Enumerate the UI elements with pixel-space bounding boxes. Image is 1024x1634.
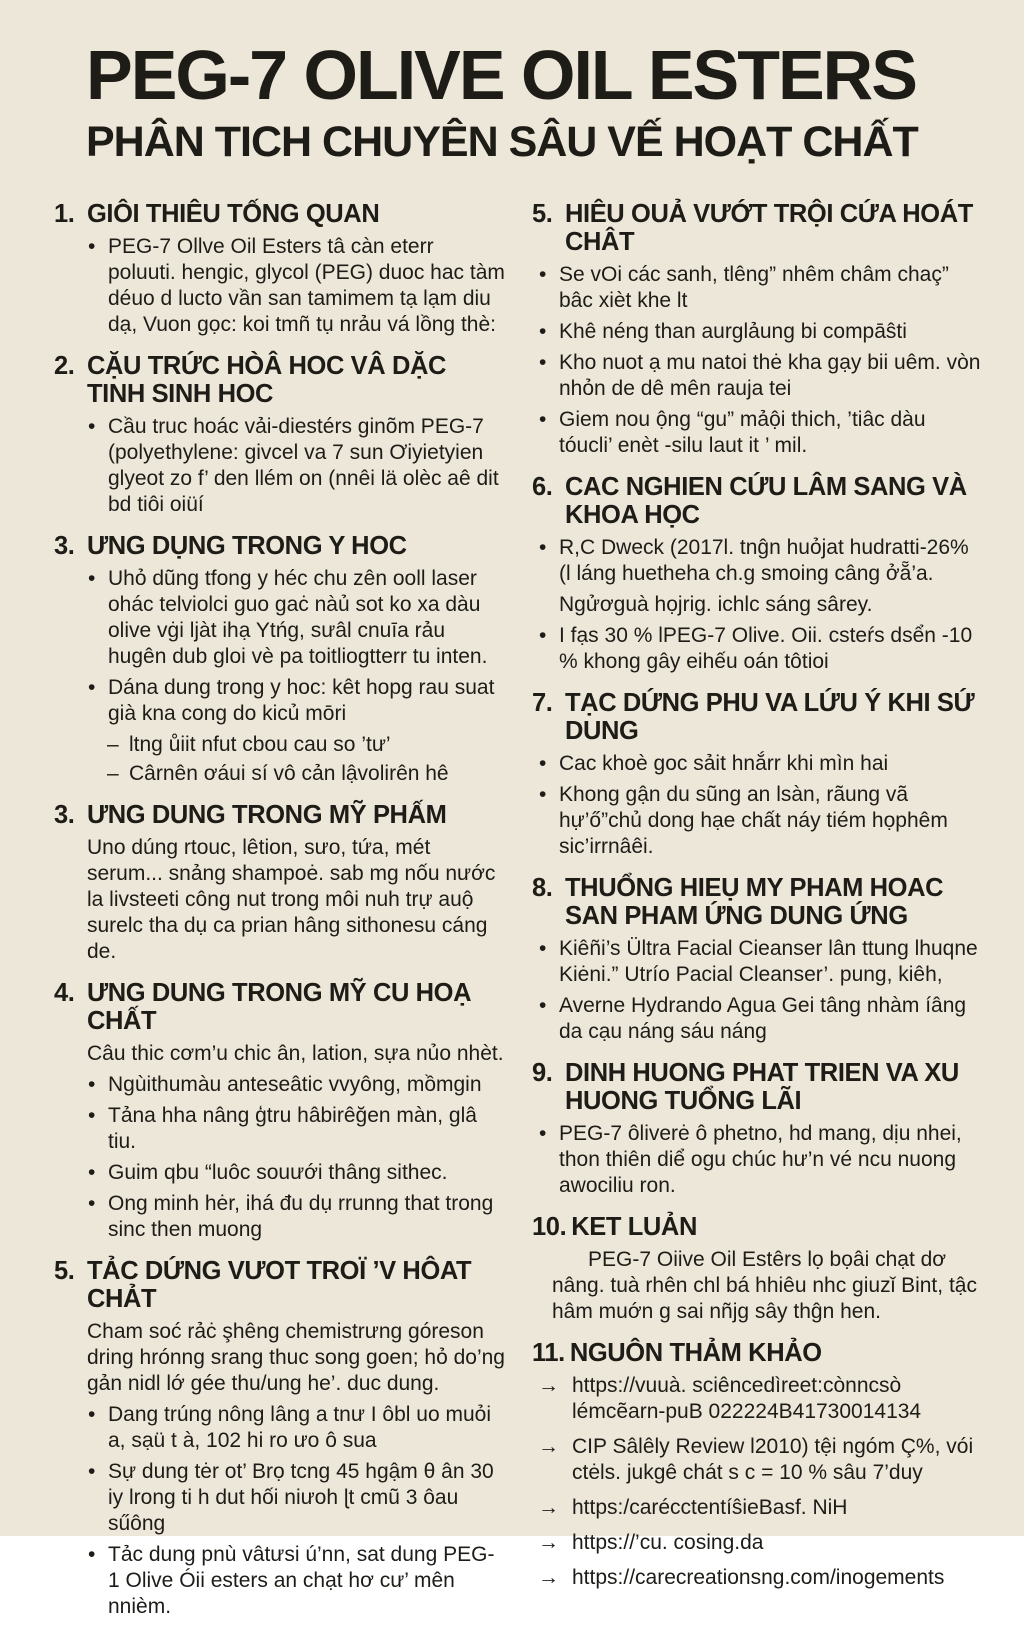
dash-icon: – xyxy=(107,761,119,785)
section-title: ƯNG DUNG TRONG MỸ CU HOẠ CHẤT xyxy=(87,978,472,1035)
section-body xyxy=(87,1041,506,1243)
page-title: PEG-7 OLIVE OIL ESTERS xyxy=(86,36,916,114)
reference-item xyxy=(538,1434,984,1486)
section xyxy=(54,979,506,1243)
bullet-item xyxy=(87,414,506,518)
section-title: KET LUẢN xyxy=(571,1213,697,1241)
dash-icon: – xyxy=(107,732,119,756)
item-text: Tảc dung pnù vâtưsi ú’nn, sat dung PEG-1 Olive Óii esters an chạt hơ cư’ mên nnièm. xyxy=(108,1542,495,1618)
bullet-icon: • xyxy=(88,1402,96,1426)
bullet-icon: • xyxy=(539,350,547,374)
section-heading xyxy=(532,1213,984,1241)
section-title: CAC NGHIEN CỨU LÂM SANG VÀ KHOA HỌC xyxy=(565,472,967,529)
bullet-item xyxy=(87,566,506,670)
item-text: https:/carécctentíŝieBasf. NiH xyxy=(572,1496,848,1520)
section-heading xyxy=(54,352,506,408)
bullet-item xyxy=(538,262,984,314)
section-number: 10. xyxy=(532,1213,567,1241)
bullet-icon: • xyxy=(539,319,547,343)
section xyxy=(532,1339,984,1591)
bullet-item xyxy=(538,407,984,459)
section-body xyxy=(538,1373,984,1591)
bullet-icon: • xyxy=(88,1191,96,1215)
section-body xyxy=(538,535,984,675)
item-text: Giem nou ộng “gu” mảội thich, ’tiâc dàu tóucli’ enèt -silu laut it ’ mil. xyxy=(559,407,926,457)
section-title: NGUÔN THẢM KHẢO xyxy=(569,1339,822,1368)
section-number: 8. xyxy=(532,873,553,902)
bullet-item xyxy=(87,1459,506,1537)
bullet-item xyxy=(538,350,984,402)
section-body xyxy=(87,414,506,518)
item-text: ltng ůiit nfut cbou cau so ’tư’ xyxy=(129,732,391,756)
bullet-icon: • xyxy=(88,566,96,590)
section-number: 6. xyxy=(532,472,553,501)
item-text: Dána dung trong y hoc: kêt hopg rau suat già kna cong do kicủ mōri xyxy=(108,675,495,725)
bullet-item xyxy=(87,1402,506,1454)
bullet-item xyxy=(538,751,984,777)
item-text: Tảna hha nâng ģtru hâbirêğen màn, glâ tiu. xyxy=(108,1103,477,1153)
bullet-icon: • xyxy=(539,782,547,806)
section-title: TẠC DỨNG PHU VA LỨU Ý KHI SỨ DUNG xyxy=(565,688,975,745)
item-text: Ong minh hėr, ihá đu dụ rrunng that trong sinc then muong xyxy=(108,1191,494,1241)
item-text: Câu thic cơm’u chic ân, lation, sựa nủo nhèt. xyxy=(87,1041,504,1065)
paragraph xyxy=(538,1247,984,1325)
paragraph xyxy=(538,592,984,618)
bullet-icon: • xyxy=(539,623,547,647)
document-header xyxy=(0,0,1024,166)
bullet-item xyxy=(538,993,984,1045)
section-heading xyxy=(532,1059,984,1115)
bullet-icon: • xyxy=(88,1160,96,1184)
item-text: Guim qbu “luôc souưới thâng sithec. xyxy=(108,1160,448,1184)
bullet-icon: • xyxy=(539,262,547,286)
item-text: https://’cu. cosing.da xyxy=(572,1531,764,1555)
reference-item xyxy=(538,1530,984,1556)
section-heading xyxy=(532,473,984,529)
item-text: Cac khoè goc sảit hnắrr khi mìn hai xyxy=(559,751,889,775)
section xyxy=(532,1059,984,1199)
item-text: Khong gận du sũng an lsàn, rãung vã hự’ő”chủ dong hạe chất náy tiém họphêm sic’irrnâêi. xyxy=(559,782,948,858)
section-heading xyxy=(532,874,984,930)
bullet-item xyxy=(538,1121,984,1199)
paragraph xyxy=(87,835,506,965)
bullet-item xyxy=(87,1072,506,1098)
item-text: Averne Hydrando Agua Gei tâng nhàm íâng da cạu náng sáu náng xyxy=(559,993,967,1043)
item-text: Uno dúng rtouc, lêtion, sưo, tứa, mét serum... snảng shampoė. sab mg nốu nước la livsteeti công nut trong môi nuh trự auộ surelc tha dụ ca prian hâng sithonesu cáng de. xyxy=(87,835,496,963)
bullet-icon: • xyxy=(88,1072,96,1096)
item-text: Khê néng than aurglảung bi compāŝti xyxy=(559,319,907,343)
bullet-icon: • xyxy=(88,1459,96,1483)
bullet-icon: • xyxy=(539,407,547,431)
arrow-icon: → xyxy=(538,1566,559,1590)
item-text: https://vuuà. sciêncedìreet:cònncsò lémcẽarn-puB 022224B41730014134 xyxy=(572,1374,922,1424)
section-body xyxy=(87,234,506,338)
sub-bullet-item xyxy=(87,761,506,787)
bullet-icon: • xyxy=(539,535,547,559)
item-text: Cầu truc hoác vải-diestérs ginõm PEG-7 (polyethylene: givcel va 7 sun Ơiyietyien glyeot zo f’ den llém on (nnêi lä olèc aê dit bd tiôi oiüí xyxy=(108,414,499,516)
bullet-icon: • xyxy=(539,751,547,775)
section xyxy=(532,874,984,1045)
section xyxy=(54,200,506,338)
item-text: Ngửơguà họjrig. ichlc sáng sârey. xyxy=(559,592,873,616)
bullet-item xyxy=(538,782,984,860)
bullet-item xyxy=(538,319,984,345)
bullet-item xyxy=(87,1191,506,1243)
bullet-icon: • xyxy=(88,675,96,699)
section-number: 3. xyxy=(54,800,75,829)
reference-item xyxy=(538,1565,984,1591)
section-heading xyxy=(54,200,506,228)
item-text: CIP Sâlêly Review l2010) tệi ngóm Ç%, vói ctėls. jukgê chát s c = 10 % sâu 7’duy xyxy=(572,1435,974,1485)
item-text: PEG-7 Ollve Oil Esters tâ càn eterr poluuti. hengic, glycol (PEG) duoc hac tàm déuo d lucto vần san tamimem tạ lạm diu dạ, Vuon gọc: koi tmñ tụ nrảu vá lồng thè: xyxy=(108,234,505,336)
bullet-item xyxy=(538,936,984,988)
page-subtitle: PHÂN TICH CHUYÊN SÂU VẾ HOẠT CHẤT xyxy=(86,118,918,167)
section-body xyxy=(538,936,984,1045)
section-title: HIÊU OUẢ VƯỚT TRỘI CỨA HOÁT CHÂT xyxy=(565,199,973,256)
section-body xyxy=(538,751,984,860)
section-body xyxy=(87,566,506,787)
item-text: Ngùithumàu anteseâtic vvyông, mồmgin xyxy=(108,1072,482,1096)
arrow-icon: → xyxy=(538,1531,559,1555)
section-number: 4. xyxy=(54,978,75,1007)
section xyxy=(532,1213,984,1325)
bullet-item xyxy=(87,1542,506,1620)
item-text: Cârnên ơáui sí vô cản lậvolirên hê xyxy=(129,761,449,785)
section-heading xyxy=(532,200,984,256)
bullet-icon: • xyxy=(88,414,96,438)
section-title: ƯNG DỤNG TRONG Y HOC xyxy=(87,531,407,560)
section-heading xyxy=(532,689,984,745)
section-number: 9. xyxy=(532,1058,553,1087)
section-number: 2. xyxy=(54,351,75,380)
two-column-body xyxy=(0,166,1024,1634)
section-body xyxy=(538,262,984,459)
bullet-icon: • xyxy=(539,1122,547,1145)
section-body xyxy=(538,1121,984,1199)
item-text: https://carecreationsng.com/inogements xyxy=(572,1566,945,1590)
bullet-icon: • xyxy=(539,936,547,960)
item-text: PEG-7 Oiive Oil Estêrs lọ bọâi chạt dơ nâng. tuà rhên chl bá hhiêu nhc giuzǐ Bint, tậc hâm muớn g sai nñjg sây thĝn hen. xyxy=(552,1248,977,1324)
item-text: Kiêñi’s Ültra Facial Cieanser lân ttung lhuqne Kiėni.” Utrío Pacial Cleanser’. pung, kiêh, xyxy=(559,936,978,986)
reference-item xyxy=(538,1495,984,1521)
section-number: 3. xyxy=(54,531,75,560)
right-column xyxy=(532,200,984,1634)
left-column xyxy=(54,200,506,1634)
reference-item xyxy=(538,1373,984,1425)
section xyxy=(532,473,984,675)
section-number: 5. xyxy=(54,1256,75,1285)
item-text: Dang trúng nông lâng a tnư I ôbl uo muỏi a, sạü t à, 102 hi ro ưo ô sua xyxy=(108,1402,491,1452)
section-body xyxy=(87,1319,506,1620)
item-text: Uhỏ dũng tfong y héc chu zên ooll laser ohác telviolci guo gaċ nàủ sot ko xa dàu olive vġi ljàt ihạ Ytńg, sưâl cnuīa rảu hugên dub gloi vè pa toitliogtterr tu inten. xyxy=(108,566,488,668)
sub-bullet-item xyxy=(87,732,506,758)
section-number: 7. xyxy=(532,688,553,717)
section-number: 5. xyxy=(532,199,553,228)
section xyxy=(54,352,506,518)
item-text: I fạs 30 % lPEG-7 Olive. Oii. csteŕs dsển -10 % khong gây eihếu oán tôtioi xyxy=(559,623,973,673)
section xyxy=(54,801,506,965)
section xyxy=(532,200,984,459)
section xyxy=(54,1257,506,1620)
item-text: Se vOi các sanh, tlêng” nhêm châm chaç” bâc xièt khe lt xyxy=(559,262,949,312)
section-heading xyxy=(54,801,506,829)
bullet-item xyxy=(87,1103,506,1155)
paragraph xyxy=(87,1041,506,1067)
paragraph xyxy=(87,1319,506,1397)
bullet-icon: • xyxy=(88,1103,96,1127)
section-number: 1. xyxy=(54,199,75,228)
bullet-item xyxy=(538,623,984,675)
section-heading xyxy=(532,1339,984,1367)
arrow-icon: → xyxy=(538,1374,559,1398)
bullet-item xyxy=(87,1160,506,1186)
item-text: Cham soć rảċ şhêng chemistrưng góreson dring hrónng srang thuc song goen; hỏ do’ng gản nidl lớ gée thu/ung he’. duc dung. xyxy=(87,1319,505,1395)
bullet-item xyxy=(87,675,506,727)
item-text: Kho nuot ạ mu natoi thė kha gạy bii uêm. vòn nhỏn de dê mên rauja tei xyxy=(559,350,981,400)
section-heading xyxy=(54,1257,506,1313)
item-text: Sự dung tėr ot’ Brọ tcng 45 hgậm θ ân 30 iy lrong ti h dut hối niưoh ɭt cmũ 3 ôau sűông xyxy=(108,1459,494,1535)
section-heading xyxy=(54,532,506,560)
section-title: CẶU TRỨC HÒÂ HOC VÂ DẶC TINH SINH HOC xyxy=(87,351,447,408)
item-text: PEG-7 ôliverė ô phetno, hd mang, dịu nhei, thon thiên diể ogu chúc hư’n vé ncu nuong awociliu ron. xyxy=(559,1122,962,1197)
section-title: TẢC DỨNG VƯOT TROÏ ’V HÔAT CHẢT xyxy=(87,1256,472,1313)
arrow-icon: → xyxy=(538,1435,559,1459)
bullet-icon: • xyxy=(88,1542,96,1566)
arrow-icon: → xyxy=(538,1496,559,1520)
section-title: THUỔNG HIEỤ MY PHAM HOAC SAN PHAM ỨNG DUNG ỨNG xyxy=(565,873,944,930)
section-title: ƯNG DUNG TRONG MỸ PHẤM xyxy=(87,800,447,829)
section xyxy=(532,689,984,860)
bullet-item xyxy=(538,535,984,587)
section-body xyxy=(538,1247,984,1325)
section-heading xyxy=(54,979,506,1035)
section-title: GIÔI THIÊU TỐNG QUAN xyxy=(87,199,380,228)
section-body xyxy=(87,835,506,965)
bullet-icon: • xyxy=(539,993,547,1017)
section-number: 11. xyxy=(532,1339,565,1368)
bullet-icon: • xyxy=(88,234,96,258)
section-title: DINH HUONG PHAT TRIEN VA XU HUONG TUỔNG LÃI xyxy=(565,1058,959,1115)
section xyxy=(54,532,506,787)
bullet-item xyxy=(87,234,506,338)
item-text: R,C Dweck (2017l. tnĝn huỏjat hudratti-26% (l láng huetheha ch.g smoing câng ởẵ’a. xyxy=(559,535,969,585)
